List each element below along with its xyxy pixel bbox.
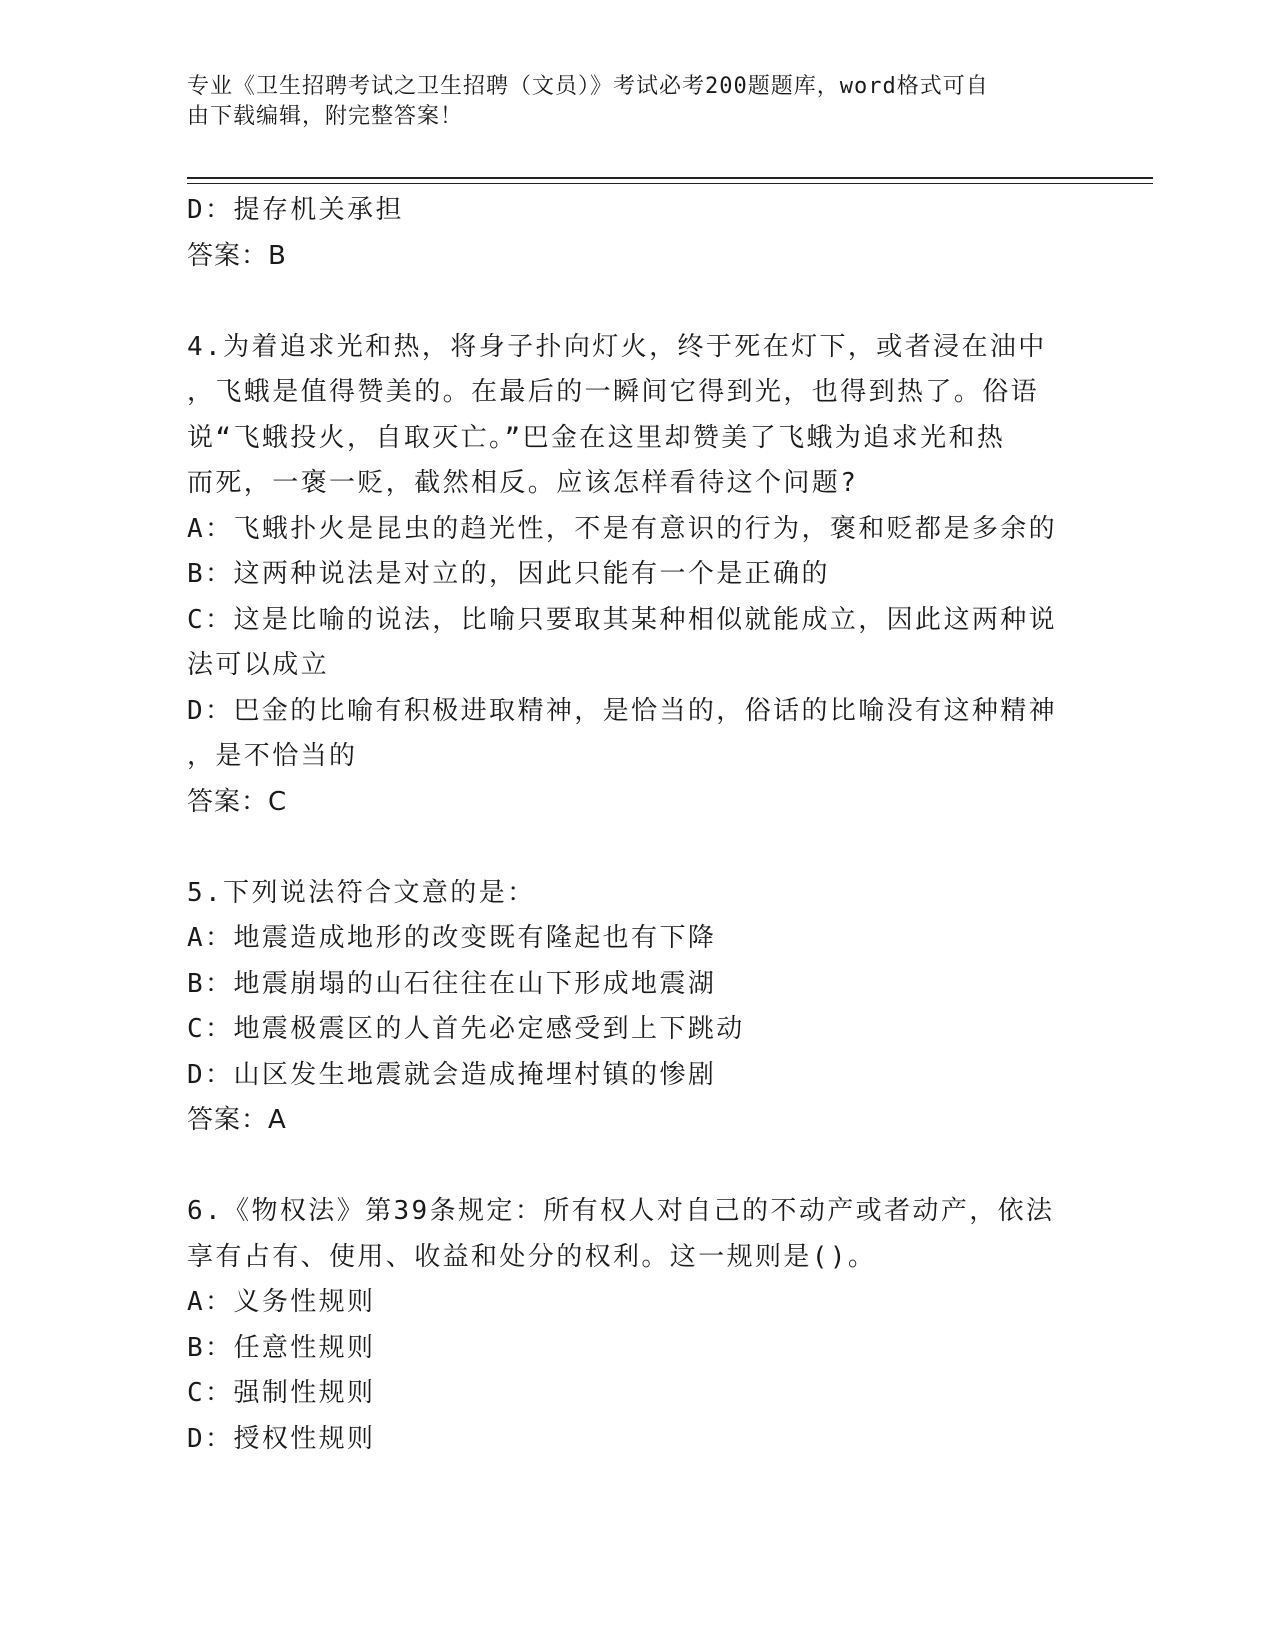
header-line-2: 由下载编辑，附完整答案！ (187, 104, 464, 129)
q5-option-a: A：地震造成地形的改变既有隆起也有下降 (187, 923, 717, 953)
document-header (187, 72, 1067, 132)
q3-option-d: D：提存机关承担 (187, 195, 404, 225)
document-body (187, 188, 1077, 1462)
q5-stem: 5.下列说法符合文意的是： (187, 877, 536, 908)
question-6 (187, 1189, 1077, 1462)
q3-answer: 答案：B (187, 240, 287, 271)
q4-option-c-line-1: C：这是比喻的说法，比喻只要取其某种相似就能成立，因此这两种说 (187, 604, 1058, 635)
q5-option-d: D：山区发生地震就会造成掩埋村镇的惨剧 (187, 1059, 717, 1090)
q4-stem-line-4: 而死，一褒一贬，截然相反。应该怎样看待这个问题? (187, 468, 859, 498)
q4-option-d-line-2: ，是不恰当的 (187, 741, 358, 771)
question-3-tail (187, 188, 1077, 279)
header-rule-thin (187, 183, 1153, 184)
q4-option-a: A：飞蛾扑火是昆虫的趋光性，不是有意识的行为，褒和贬都是多余的 (187, 513, 1058, 544)
q4-answer: 答案：C (187, 786, 288, 817)
q4-stem-line-1: 4.为着追求光和热，将身子扑向灯火，终于死在灯下，或者浸在油中 (187, 331, 1047, 362)
spacer (187, 279, 1077, 325)
q6-stem-line-2: 享有占有、使用、收益和处分的权利。这一规则是()。 (187, 1241, 877, 1272)
q6-stem-line-1: 6.《物权法》第39条规定：所有权人对自己的不动产或者动产，依法 (187, 1196, 1055, 1226)
q4-stem-line-3: 说“飞蛾投火，自取灭亡。”巴金在这里却赞美了飞蛾为追求光和热 (187, 422, 1006, 453)
q6-option-a: A：义务性规则 (187, 1287, 376, 1317)
q4-stem-line-2: ，飞蛾是值得赞美的。在最后的一瞬间它得到光，也得到热了。俗语 (187, 377, 1040, 407)
q4-option-c-line-2: 法可以成立 (187, 650, 330, 680)
question-4 (187, 325, 1077, 826)
header-rule-thick (187, 177, 1153, 179)
q4-option-d-line-1: D：巴金的比喻有积极进取精神，是恰当的，俗话的比喻没有这种精神 (187, 695, 1058, 726)
q5-option-b: B：地震崩塌的山石往往在山下形成地震湖 (187, 968, 717, 999)
q5-option-c: C：地震极震区的人首先必定感受到上下跳动 (187, 1014, 745, 1044)
q4-option-b: B：这两种说法是对立的，因此只能有一个是正确的 (187, 559, 830, 589)
q6-option-d: D：授权性规则 (187, 1423, 376, 1454)
q6-option-c: C：强制性规则 (187, 1378, 376, 1408)
spacer (187, 825, 1077, 871)
header-line-1: 专业《卫生招聘考试之卫生招聘（文员）》考试必考200题题库，word格式可自 (187, 74, 989, 99)
spacer (187, 1144, 1077, 1190)
q6-option-b: B：任意性规则 (187, 1332, 376, 1363)
q5-answer: 答案：A (187, 1105, 287, 1135)
question-5 (187, 871, 1077, 1144)
